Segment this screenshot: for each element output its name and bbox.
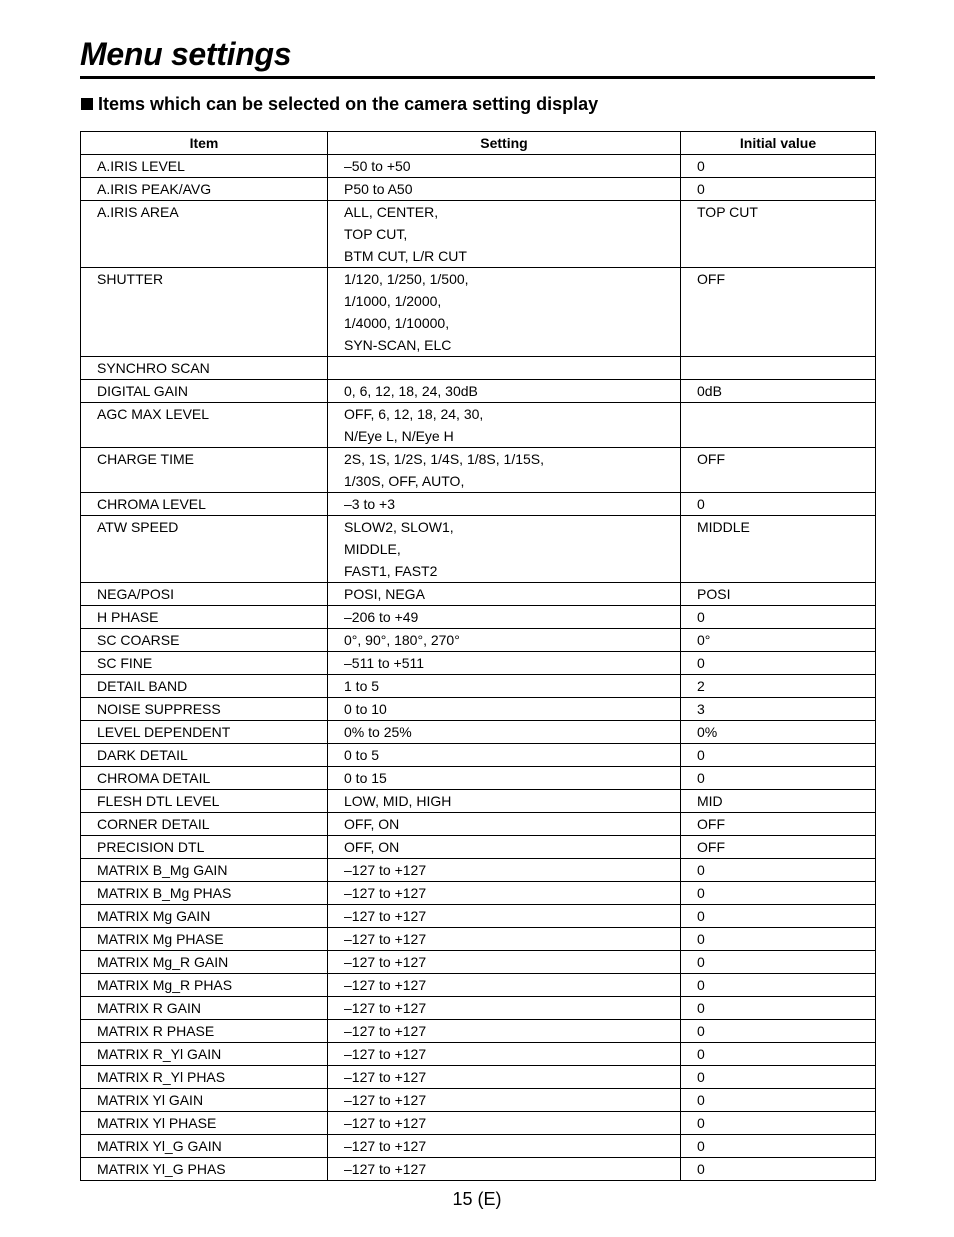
setting-cell	[328, 357, 681, 380]
table-row	[81, 1043, 876, 1066]
setting-cell: ALL, CENTER, TOP CUT, BTM CUT, L/R CUT	[328, 201, 681, 268]
initial-value-cell: 0	[681, 859, 876, 882]
page-title: Menu settings	[80, 36, 292, 72]
setting-cell: –127 to +127	[328, 951, 681, 974]
item-cell: MATRIX Yl_G PHAS	[81, 1158, 328, 1181]
initial-value-cell: 0dB	[681, 380, 876, 403]
table-row	[81, 859, 876, 882]
initial-value-cell: 0	[681, 1112, 876, 1135]
section-heading	[81, 92, 598, 116]
item-cell: SC COARSE	[81, 629, 328, 652]
table-row	[81, 1089, 876, 1112]
table-row	[81, 201, 876, 268]
setting-cell: –127 to +127	[328, 1135, 681, 1158]
setting-cell: 1/120, 1/250, 1/500, 1/1000, 1/2000, 1/4000, 1/10000, SYN-SCAN, ELC	[328, 268, 681, 357]
item-cell: MATRIX Yl_G GAIN	[81, 1135, 328, 1158]
setting-cell: OFF, ON	[328, 813, 681, 836]
table-row	[81, 882, 876, 905]
initial-value-cell: 0	[681, 744, 876, 767]
table-row	[81, 1020, 876, 1043]
table-body	[81, 155, 876, 1181]
black-square-icon	[81, 98, 93, 110]
initial-value-cell: 0	[681, 652, 876, 675]
item-cell: MATRIX Yl GAIN	[81, 1089, 328, 1112]
table-row	[81, 448, 876, 493]
initial-value-cell: POSI	[681, 583, 876, 606]
initial-value-cell: 0	[681, 1135, 876, 1158]
item-cell: MATRIX R GAIN	[81, 997, 328, 1020]
table-row	[81, 997, 876, 1020]
setting-cell: –127 to +127	[328, 1020, 681, 1043]
settings-table	[80, 131, 876, 1181]
item-cell: A.IRIS LEVEL	[81, 155, 328, 178]
item-cell: MATRIX R_Yl GAIN	[81, 1043, 328, 1066]
table-row	[81, 744, 876, 767]
initial-value-cell: OFF	[681, 448, 876, 493]
setting-cell: 2S, 1S, 1/2S, 1/4S, 1/8S, 1/15S, 1/30S, OFF, AUTO,	[328, 448, 681, 493]
initial-value-cell: 0°	[681, 629, 876, 652]
item-cell: CORNER DETAIL	[81, 813, 328, 836]
setting-cell: 0 to 15	[328, 767, 681, 790]
setting-cell: –127 to +127	[328, 928, 681, 951]
item-cell: MATRIX B_Mg PHAS	[81, 882, 328, 905]
setting-cell: –3 to +3	[328, 493, 681, 516]
setting-cell: 0% to 25%	[328, 721, 681, 744]
table-row	[81, 629, 876, 652]
item-cell: MATRIX R_Yl PHAS	[81, 1066, 328, 1089]
item-cell: MATRIX Mg GAIN	[81, 905, 328, 928]
page-number: 15 (E)	[452, 1189, 502, 1209]
table-row	[81, 767, 876, 790]
setting-cell: –50 to +50	[328, 155, 681, 178]
initial-value-cell: OFF	[681, 836, 876, 859]
table-row	[81, 606, 876, 629]
item-cell: DARK DETAIL	[81, 744, 328, 767]
item-cell: FLESH DTL LEVEL	[81, 790, 328, 813]
initial-value-cell: 0	[681, 951, 876, 974]
setting-cell: –127 to +127	[328, 1089, 681, 1112]
setting-cell: 1 to 5	[328, 675, 681, 698]
initial-value-cell: 0	[681, 155, 876, 178]
table-row	[81, 951, 876, 974]
setting-cell: –127 to +127	[328, 1112, 681, 1135]
initial-value-cell: 0	[681, 606, 876, 629]
initial-value-cell: 0	[681, 767, 876, 790]
initial-value-cell: OFF	[681, 268, 876, 357]
table-row	[81, 357, 876, 380]
setting-cell: –127 to +127	[328, 1066, 681, 1089]
table-row	[81, 790, 876, 813]
table-row	[81, 905, 876, 928]
initial-value-cell: 0	[681, 905, 876, 928]
item-cell: MATRIX Mg_R GAIN	[81, 951, 328, 974]
table-row	[81, 155, 876, 178]
setting-cell: OFF, 6, 12, 18, 24, 30, N/Eye L, N/Eye H	[328, 403, 681, 448]
item-cell: MATRIX Mg_R PHAS	[81, 974, 328, 997]
item-cell: A.IRIS AREA	[81, 201, 328, 268]
setting-cell: –127 to +127	[328, 859, 681, 882]
item-cell: MATRIX Mg PHASE	[81, 928, 328, 951]
initial-value-cell	[681, 357, 876, 380]
table-row	[81, 178, 876, 201]
initial-value-cell: 0	[681, 1158, 876, 1181]
item-cell: CHROMA LEVEL	[81, 493, 328, 516]
table-row	[81, 928, 876, 951]
table-row	[81, 516, 876, 583]
item-cell: MATRIX R PHASE	[81, 1020, 328, 1043]
item-cell: SHUTTER	[81, 268, 328, 357]
item-cell: A.IRIS PEAK/AVG	[81, 178, 328, 201]
initial-value-cell: 0	[681, 178, 876, 201]
setting-cell: –127 to +127	[328, 1158, 681, 1181]
initial-value-cell: 0	[681, 1020, 876, 1043]
initial-value-cell: 0	[681, 1089, 876, 1112]
item-cell: SYNCHRO SCAN	[81, 357, 328, 380]
setting-cell: 0 to 5	[328, 744, 681, 767]
setting-cell: –127 to +127	[328, 905, 681, 928]
section-heading-text: Items which can be selected on the camera setting display	[98, 94, 599, 114]
table-header-row	[81, 132, 876, 155]
setting-cell: OFF, ON	[328, 836, 681, 859]
initial-value-cell: 0	[681, 1066, 876, 1089]
table-row	[81, 493, 876, 516]
item-cell: MATRIX B_Mg GAIN	[81, 859, 328, 882]
table-row	[81, 652, 876, 675]
table-row	[81, 1112, 876, 1135]
initial-value-cell: 0	[681, 882, 876, 905]
item-cell: DETAIL BAND	[81, 675, 328, 698]
item-cell: DIGITAL GAIN	[81, 380, 328, 403]
setting-cell: SLOW2, SLOW1, MIDDLE, FAST1, FAST2	[328, 516, 681, 583]
initial-value-cell: 2	[681, 675, 876, 698]
initial-value-cell: 0%	[681, 721, 876, 744]
setting-cell: 0, 6, 12, 18, 24, 30dB	[328, 380, 681, 403]
initial-value-cell: OFF	[681, 813, 876, 836]
setting-cell: –127 to +127	[328, 974, 681, 997]
item-cell: PRECISION DTL	[81, 836, 328, 859]
initial-value-cell: 3	[681, 698, 876, 721]
column-header-initial-value: Initial value	[681, 132, 876, 155]
initial-value-cell: 0	[681, 974, 876, 997]
table-row	[81, 1135, 876, 1158]
item-cell: AGC MAX LEVEL	[81, 403, 328, 448]
initial-value-cell: 0	[681, 928, 876, 951]
initial-value-cell: 0	[681, 997, 876, 1020]
item-cell: CHROMA DETAIL	[81, 767, 328, 790]
setting-cell: 0°, 90°, 180°, 270°	[328, 629, 681, 652]
column-header-item: Item	[81, 132, 328, 155]
item-cell: ATW SPEED	[81, 516, 328, 583]
item-cell: H PHASE	[81, 606, 328, 629]
initial-value-cell: MID	[681, 790, 876, 813]
item-cell: LEVEL DEPENDENT	[81, 721, 328, 744]
item-cell: NEGA/POSI	[81, 583, 328, 606]
setting-cell: LOW, MID, HIGH	[328, 790, 681, 813]
table-row	[81, 380, 876, 403]
setting-cell: P50 to A50	[328, 178, 681, 201]
item-cell: SC FINE	[81, 652, 328, 675]
initial-value-cell: 0	[681, 493, 876, 516]
table-row	[81, 721, 876, 744]
table-row	[81, 403, 876, 448]
title-rule	[80, 76, 875, 79]
initial-value-cell	[681, 403, 876, 448]
table-row	[81, 268, 876, 357]
table-row	[81, 698, 876, 721]
setting-cell: –127 to +127	[328, 997, 681, 1020]
initial-value-cell: 0	[681, 1043, 876, 1066]
table-row	[81, 583, 876, 606]
setting-cell: –206 to +49	[328, 606, 681, 629]
item-cell: NOISE SUPPRESS	[81, 698, 328, 721]
table-row	[81, 675, 876, 698]
table-row	[81, 813, 876, 836]
column-header-setting: Setting	[328, 132, 681, 155]
item-cell: MATRIX Yl PHASE	[81, 1112, 328, 1135]
setting-cell: 0 to 10	[328, 698, 681, 721]
setting-cell: POSI, NEGA	[328, 583, 681, 606]
table-row	[81, 1158, 876, 1181]
initial-value-cell: TOP CUT	[681, 201, 876, 268]
setting-cell: –127 to +127	[328, 882, 681, 905]
item-cell: CHARGE TIME	[81, 448, 328, 493]
initial-value-cell: MIDDLE	[681, 516, 876, 583]
table-row	[81, 836, 876, 859]
setting-cell: –511 to +511	[328, 652, 681, 675]
setting-cell: –127 to +127	[328, 1043, 681, 1066]
table-row	[81, 974, 876, 997]
table-row	[81, 1066, 876, 1089]
